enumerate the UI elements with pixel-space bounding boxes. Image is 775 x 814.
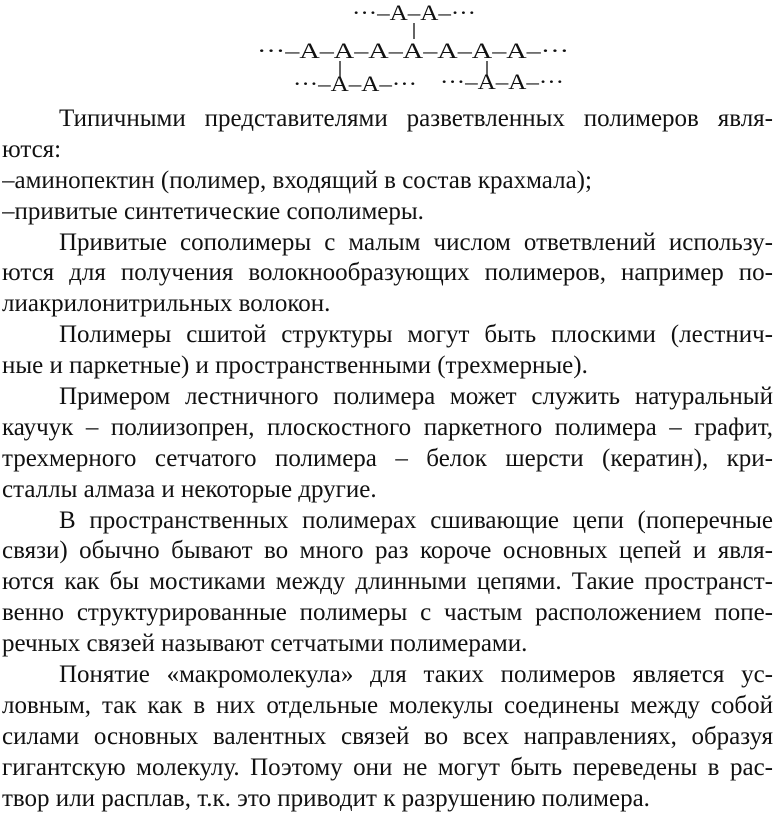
text-line: ются как бы мостиками между длинными цепями. Такие пространст- [2, 568, 773, 596]
text-line: Полимеры сшитой структуры могут быть плоскими (лестнич- [59, 321, 773, 349]
diagram-row-1: ···–A–A–··· [352, 0, 476, 25]
text-line: В пространственных полимерах сшивающие цепи (поперечные [59, 506, 773, 534]
text-line: Примером лестничного полимера может служить натуральный [59, 383, 773, 411]
text-line: ловным, так как в них отдельные молекулы соединены между собой [2, 691, 773, 719]
text-line: речных связей называют сетчатыми полимерами. [2, 630, 528, 658]
body-text [2, 104, 773, 814]
diagram-row-3-right: ···–A–A–··· [440, 69, 564, 94]
text-line: Понятие «макромолекула» для таких полимеров является ус- [59, 661, 773, 689]
text-line: гигантскую молекулу. Поэтому они не могут быть переведены в рас- [2, 753, 773, 781]
diagram-row-2: ···–A–A–A–A–A–A–A–··· [257, 38, 569, 63]
text-line: силами основных валентных связей во всех направлениях, образуя [2, 722, 773, 750]
text-line: ются для получения волокнообразующих полимеров, например по- [2, 259, 773, 287]
text-line: твор или расплав, т.к. это приводит к разрушению полимера. [2, 784, 650, 812]
text-line: ются: [2, 135, 62, 163]
text-line: Типичными представителями разветвленных полимеров явля- [59, 105, 773, 132]
branched-polymer-diagram [0, 0, 775, 100]
text-line: лиакрилонитрильных волокон. [2, 290, 331, 318]
text-line: трехмерного сетчатого полимера – белок шерсти (кератин), кри- [2, 444, 773, 472]
text-line: Привитые сополимеры с малым числом ответвлений использу- [59, 228, 773, 256]
text-line: каучук – полиизопрен, плоскостного паркетного полимера – графит, [2, 413, 773, 441]
text-line: связи) обычно бывают во много раз короче основных цепей и явля- [2, 537, 773, 565]
list-item: –аминопектин (полимер, входящий в состав крахмала); [2, 166, 592, 194]
text-line: ные и паркетные) и пространственными (трехмерные). [2, 352, 588, 380]
text-line: венно структурированные полимеры с частым расположением попе- [2, 599, 773, 627]
text-line: сталлы алмаза и некоторые другие. [2, 475, 377, 503]
diagram-row-3-left: ···–A–A–··· [293, 71, 417, 96]
list-item: –привитые синтетические сополимеры. [2, 197, 424, 225]
